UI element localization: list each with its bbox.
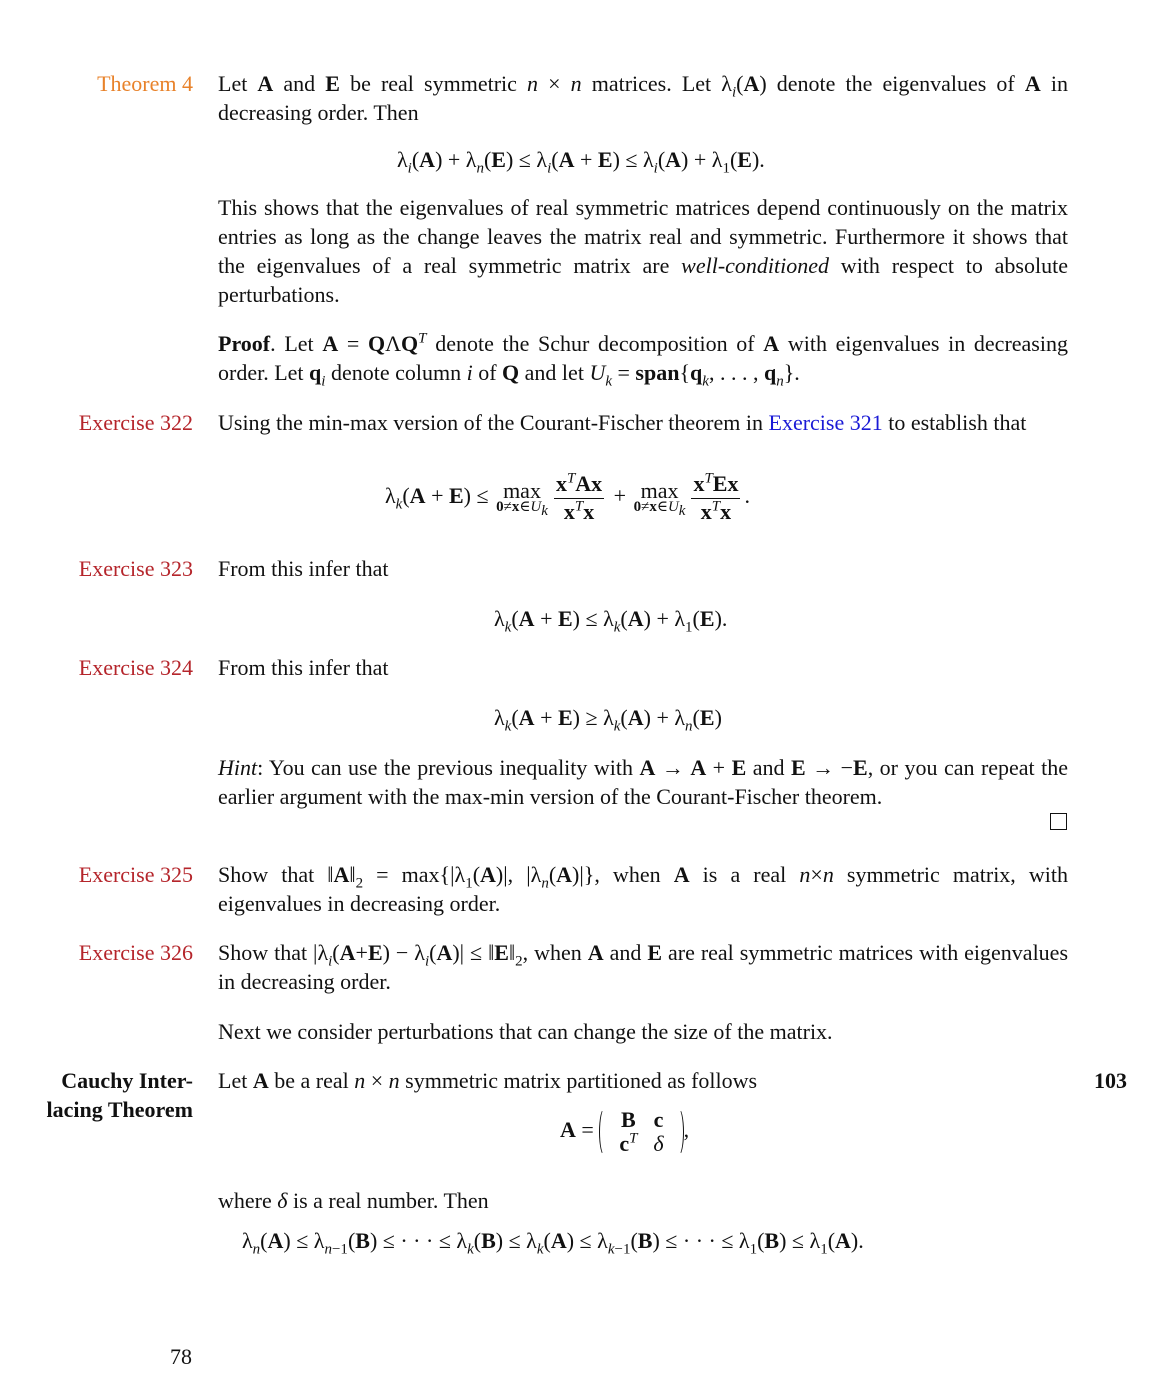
theorem-4-proof: Proof. Let $A = Q\Lambda Q^T$ denote the Schur decomposition of A with eigenvalues in decreasing order. Let $q_i$ denote column i of Q and let $U_k$ = $span\{q_k$, . . . , $q_n$}. [218,330,1068,390]
cauchy-label-line-1: Cauchy Inter- [61,1068,193,1093]
exercise-321-link[interactable]: Exercise 321 [768,410,883,435]
cauchy-partition-matrix: A = B c $c^T$ δ , [560,1107,690,1156]
exercise-326-label: Exercise 326 [78,940,193,965]
theorem-4-label: Theorem 4 [97,71,193,96]
theorem-4-inequality: $\lambda_i(A) + \lambda_n(E) \le \lambda_i(A + E) \le \lambda_i(A) + \lambda_1(E)$. [397,147,765,177]
exercise-324-hint: Hint: You can use the previous inequality with A → A + E and E → −E, or you can repeat the earlier argument with the max-min version of the Courant-Fischer theorem. [218,755,1069,809]
theorem-4-statement: Let A and E be real symmetric n × n matrices. Let $\lambda_i(A)$ denote the eigenvalues of A in decreasing order. Then [218,71,1068,125]
exercise-322-inequality: $\lambda_k(A + E) \le \max$ $0\ne x\in U_k$ $\frac{x^TAx}{x^Tx}$ + max $0\ne x\in U_k$ $\frac{x^TEx}{x^Tx}$ . [385,470,750,524]
transition-paragraph: Next we consider perturbations that can change the size of the matrix. [218,1019,833,1044]
exercise-324-label: Exercise 324 [78,655,193,680]
margin-number: 103 [1094,1068,1127,1093]
exercise-322-label: Exercise 322 [78,410,193,435]
qed-box-icon [1050,813,1067,830]
exercise-325-statement: Show that $‖A‖_2 = \max\{|\lambda_1(A)|$, $|\lambda_n(A)|$}, when A is a real n×n symmetric matrix, with eigenvalues in decreasing order. [218,862,1069,916]
theorem-4-remark: This shows that the eigenvalues of real symmetric matrices depend continuously on the matrix entries as long as the change leaves the matrix real and symmetric. Furthermore it shows that the eigenvalues of a real symmetric matrix are well-conditioned with respect to absolute perturbations. [218,195,1068,307]
page-number: 78 [170,1344,192,1369]
cauchy-label [47,1066,193,1124]
exercise-323-inequality: $\lambda_k(A + E) \le \lambda_k(A) + \lambda_1(E)$. [494,606,728,636]
exercise-324-statement: From this infer that [218,655,389,680]
exercise-326-statement: Show that $|\lambda_i(A+E) - \lambda_i(A)|$ ≤ $‖E‖_2$, when A and E are real symmetric matrices with eigenvalues in decreasing order. [218,940,1069,994]
exercise-323-label: Exercise 323 [78,556,193,581]
exercise-324-inequality: $\lambda_k(A + E) \ge \lambda_k(A) + \lambda_n(E)$ [494,705,722,735]
cauchy-interlacing-chain: $\lambda_n(A) \le \lambda_{n-1}(B)$ ≤ · · · ≤ $\lambda_k(B) \le \lambda_k(A) \le \lambda_{k-1}(B)$ ≤ · · · ≤ $\lambda_1(B) \le \lambda_1(A)$. [242,1228,864,1258]
exercise-322-statement: Using the min-max version of the Courant-Fischer theorem in Exercise 321 to establish that [218,410,1027,435]
exercise-325-label: Exercise 325 [78,862,193,887]
exercise-323-statement: From this infer that [218,556,389,581]
cauchy-label-line-2: lacing Theorem [46,1097,193,1122]
cauchy-where: where δ is a real number. Then [218,1188,489,1213]
cauchy-statement: Let A be a real n × n symmetric matrix partitioned as follows [218,1068,758,1093]
